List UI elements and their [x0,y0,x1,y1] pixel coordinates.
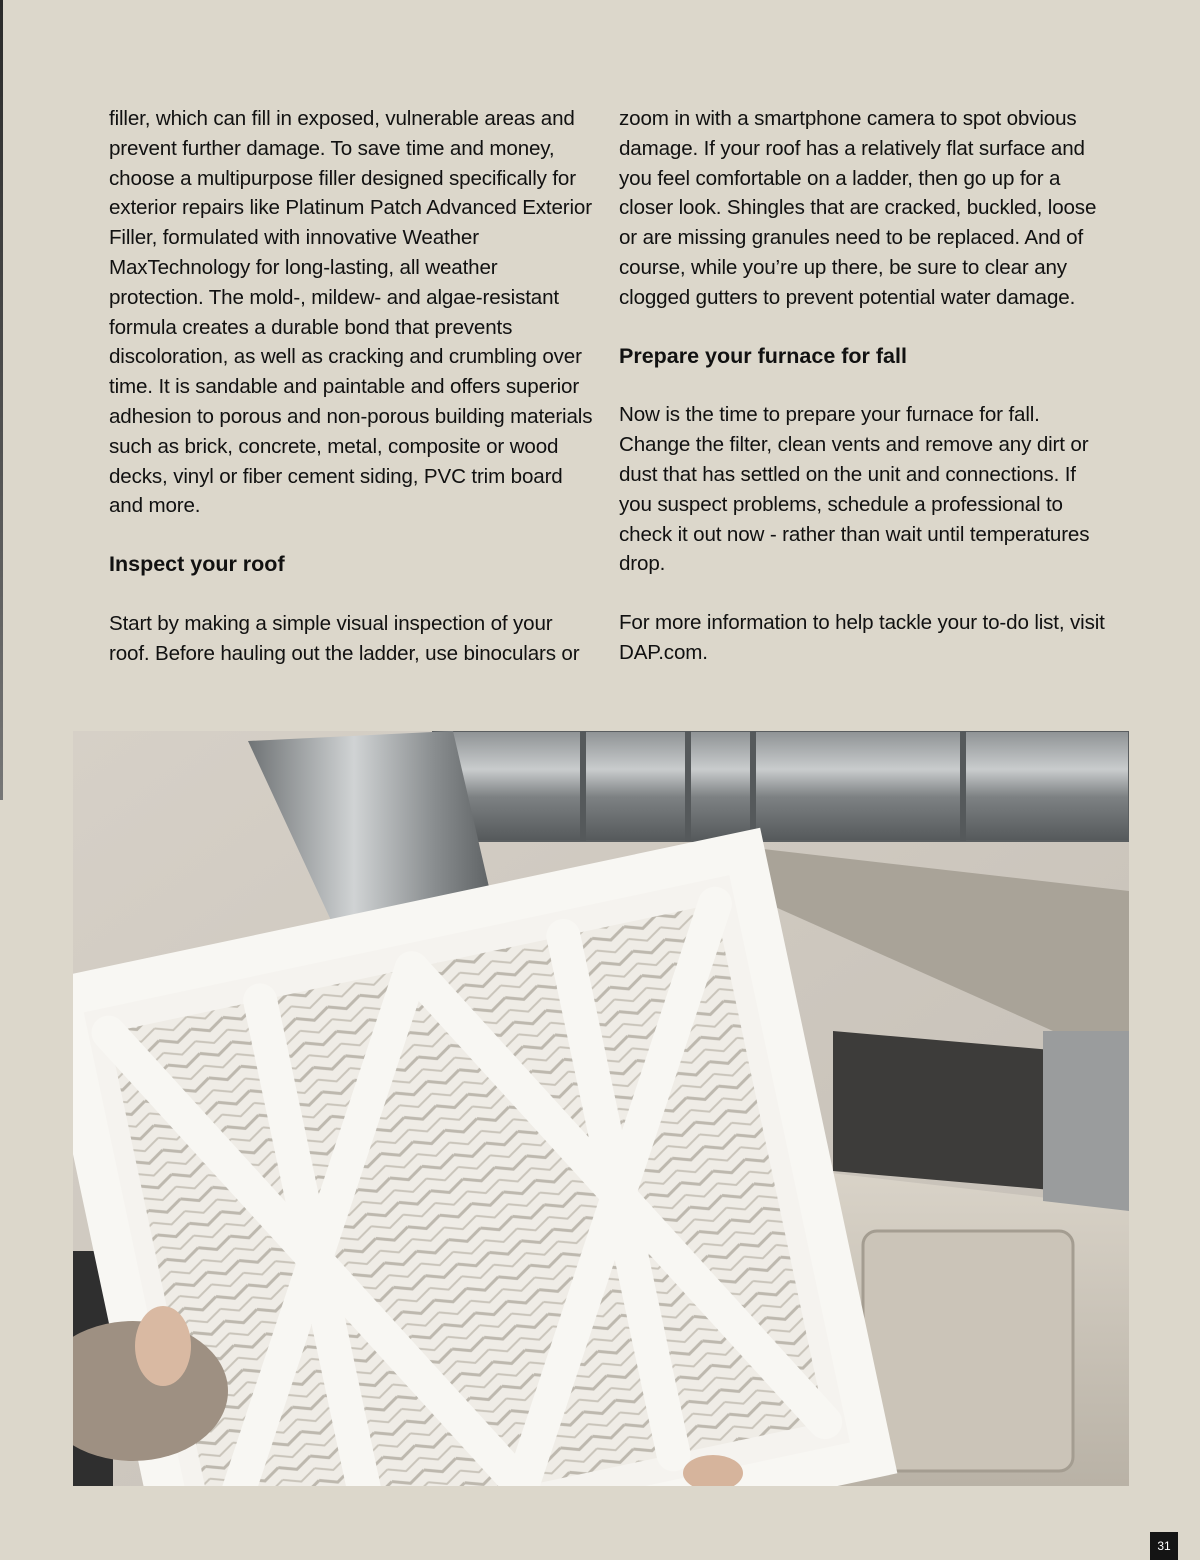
heading-prepare-furnace: Prepare your furnace for fall [619,343,907,368]
right-column [619,104,1105,697]
furnace-filter-photo [73,731,1129,1486]
right-paragraph-roof-damage: zoom in with a smartphone camera to spot obvious damage. If your roof has a relatively flat surface and you feel comfortable on a ladder, then go up for a closer look. Shingles that are cracked, buckled, loose or are missing granules need to be replaced. And of course, while you’re up there, be sure to clear any clogged gutters to prevent potential water damage. [619,107,1097,309]
page-number: 31 [1150,1532,1178,1560]
left-paragraph-filler: filler, which can fill in exposed, vulnerable areas and prevent further damage. To save time and money, choose a multipurpose filler designed specifically for exterior repairs like Platinum Patch Advanced Exterior Filler, formulated with innovative Weather MaxTechnology for long-lasting, all weather protection. The mold-, mildew- and algae-resistant formula creates a durable bond that prevents discoloration, as well as cracking and crumbling over time. It is sandable and paintable and offers superior adhesion to porous and non-porous building materials such as brick, concrete, metal, composite or wood decks, vinyl or fiber cement siding, PVC trim board and more. [109,107,593,518]
left-column [109,104,595,698]
right-paragraph-furnace: Now is the time to prepare your furnace for fall. Change the filter, clean vents and remove any dirt or dust that has settled on the unit and connections. If you suspect problems, schedule a professional to check it out now - rather than wait until temperatures drop. [619,403,1090,576]
left-paragraph-roof-inspection: Start by making a simple visual inspection of your roof. Before hauling out the ladder, use binoculars or [109,611,580,665]
heading-inspect-roof: Inspect your roof [109,552,285,577]
left-edge-line [0,0,3,800]
right-paragraph-more-info: For more information to help tackle your to-do list, visit DAP.com. [619,611,1105,664]
